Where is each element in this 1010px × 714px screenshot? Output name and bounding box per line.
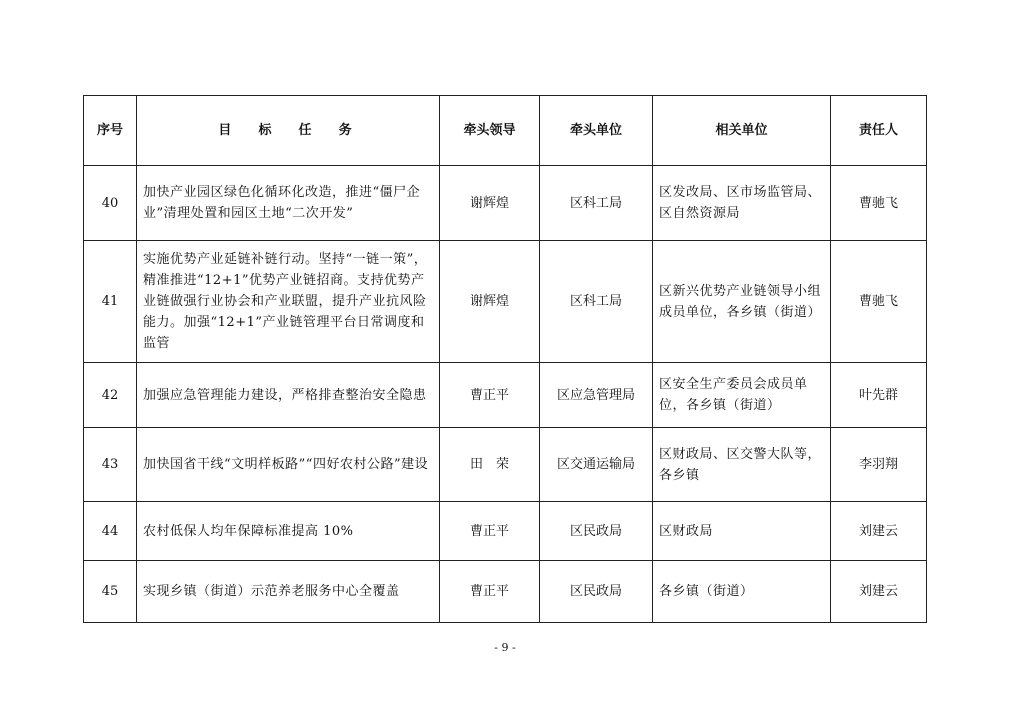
row-responsible: 刘建云 <box>831 502 927 561</box>
row-lead-unit: 区民政局 <box>540 502 653 561</box>
table-row <box>84 502 927 561</box>
header-index: 序号 <box>84 96 137 166</box>
row-task: 加强应急管理能力建设，严格排查整治安全隐患 <box>137 363 440 428</box>
table-row <box>84 561 927 623</box>
row-task: 实现乡镇（街道）示范养老服务中心全覆盖 <box>137 561 440 623</box>
row-lead-unit: 区科工局 <box>540 241 653 363</box>
header-related-units: 相关单位 <box>653 96 831 166</box>
row-leader: 曹正平 <box>440 502 540 561</box>
row-task: 农村低保人均年保障标准提高 10% <box>137 502 440 561</box>
row-related-units: 区财政局、区交警大队等，各乡镇 <box>653 428 831 502</box>
row-responsible: 曹驰飞 <box>831 166 927 241</box>
row-leader: 曹正平 <box>440 363 540 428</box>
task-table <box>83 95 927 623</box>
row-index: 43 <box>84 428 137 502</box>
header-lead-unit: 牵头单位 <box>540 96 653 166</box>
row-lead-unit: 区交通运输局 <box>540 428 653 502</box>
row-index: 42 <box>84 363 137 428</box>
row-task: 加快国省干线“文明样板路”“四好农村公路”建设 <box>137 428 440 502</box>
row-index: 41 <box>84 241 137 363</box>
page-number: - 9 - <box>494 641 516 654</box>
table-row <box>84 363 927 428</box>
row-responsible: 曹驰飞 <box>831 241 927 363</box>
table-row <box>84 241 927 363</box>
row-related-units: 区新兴优势产业链领导小组成员单位，各乡镇（街道） <box>653 241 831 363</box>
row-leader: 谢辉煌 <box>440 241 540 363</box>
header-responsible: 责任人 <box>831 96 927 166</box>
row-index: 44 <box>84 502 137 561</box>
row-lead-unit: 区民政局 <box>540 561 653 623</box>
header-task: 目 标 任 务 <box>137 96 440 166</box>
row-lead-unit: 区科工局 <box>540 166 653 241</box>
row-leader: 田 荣 <box>440 428 540 502</box>
row-index: 45 <box>84 561 137 623</box>
row-responsible: 叶先群 <box>831 363 927 428</box>
row-leader: 谢辉煌 <box>440 166 540 241</box>
table-row <box>84 428 927 502</box>
row-index: 40 <box>84 166 137 241</box>
row-related-units: 区发改局、区市场监管局、区自然资源局 <box>653 166 831 241</box>
row-related-units: 区财政局 <box>653 502 831 561</box>
table-row <box>84 166 927 241</box>
row-responsible: 刘建云 <box>831 561 927 623</box>
row-task: 加快产业园区绿色化循环化改造，推进“僵尸企业”清理处置和园区土地“二次开发” <box>137 166 440 241</box>
row-task: 实施优势产业延链补链行动。坚持“一链一策”，精准推进“12+1”优势产业链招商。支持优势产业链做强行业协会和产业联盟，提升产业抗风险能力。加强“12+1”产业链管理平台日常调度和监管 <box>137 241 440 363</box>
row-leader: 曹正平 <box>440 561 540 623</box>
row-related-units: 各乡镇（街道） <box>653 561 831 623</box>
row-responsible: 李羽翔 <box>831 428 927 502</box>
row-related-units: 区安全生产委员会成员单位，各乡镇（街道） <box>653 363 831 428</box>
table-header-row <box>84 96 927 166</box>
header-leader: 牵头领导 <box>440 96 540 166</box>
row-lead-unit: 区应急管理局 <box>540 363 653 428</box>
